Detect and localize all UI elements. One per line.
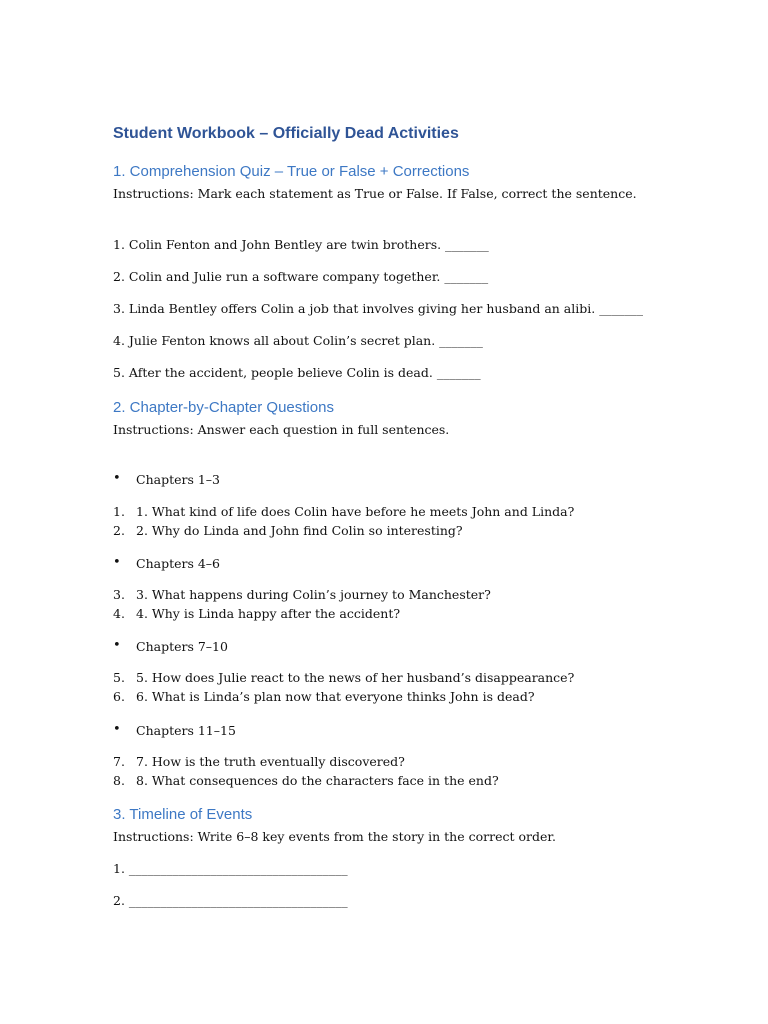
document-title: Student Workbook – Officially Dead Activities [113,125,459,142]
question-number: 6. [113,689,125,704]
question-number: 8. [113,773,125,788]
quiz-item: 5. After the accident, people believe Colin is dead. _______ [113,365,481,380]
quiz-item: 1. Colin Fenton and John Bentley are twin brothers. _______ [113,237,489,252]
section-1-heading: 1. Comprehension Quiz – True or False + Corrections [113,163,470,180]
chapter-group-label: Chapters 11–15 [136,723,236,738]
question-number: 5. [113,670,125,685]
section-3-instructions: Instructions: Write 6–8 key events from the story in the correct order. [113,829,556,844]
question-number: 1. [113,504,125,519]
question-number: 2. [113,523,125,538]
section-1-instructions: Instructions: Mark each statement as True or False. If False, correct the sentence. [113,186,637,201]
timeline-line: 2. ___________________________________ [113,893,348,908]
chapter-group-label: Chapters 7–10 [136,639,228,654]
bullet-icon: • [113,722,121,737]
timeline-line: 1. ___________________________________ [113,861,348,876]
question-text: 8. What consequences do the characters face in the end? [136,773,499,788]
question-text: 4. Why is Linda happy after the accident? [136,606,401,621]
question-number: 7. [113,754,125,769]
quiz-item: 3. Linda Bentley offers Colin a job that involves giving her husband an alibi. _______ [113,301,643,316]
chapter-group-label: Chapters 4–6 [136,556,221,571]
section-2-instructions: Instructions: Answer each question in full sentences. [113,422,450,437]
bullet-icon: • [113,638,121,653]
bullet-icon: • [113,471,121,486]
question-text: 3. What happens during Colin’s journey to Manchester? [136,587,491,602]
question-text: 2. Why do Linda and John find Colin so interesting? [136,523,463,538]
section-3-heading: 3. Timeline of Events [113,806,253,823]
quiz-item: 2. Colin and Julie run a software company together. _______ [113,269,489,284]
bullet-icon: • [113,555,121,570]
question-text: 7. How is the truth eventually discovered? [136,754,405,769]
question-text: 1. What kind of life does Colin have before he meets John and Linda? [136,504,575,519]
chapter-group-label: Chapters 1–3 [136,472,221,487]
question-text: 6. What is Linda’s plan now that everyone thinks John is dead? [136,689,535,704]
question-number: 3. [113,587,125,602]
question-text: 5. How does Julie react to the news of her husband’s disappearance? [136,670,575,685]
question-number: 4. [113,606,125,621]
quiz-item: 4. Julie Fenton knows all about Colin’s secret plan. _______ [113,333,483,348]
section-2-heading: 2. Chapter-by-Chapter Questions [113,399,334,416]
